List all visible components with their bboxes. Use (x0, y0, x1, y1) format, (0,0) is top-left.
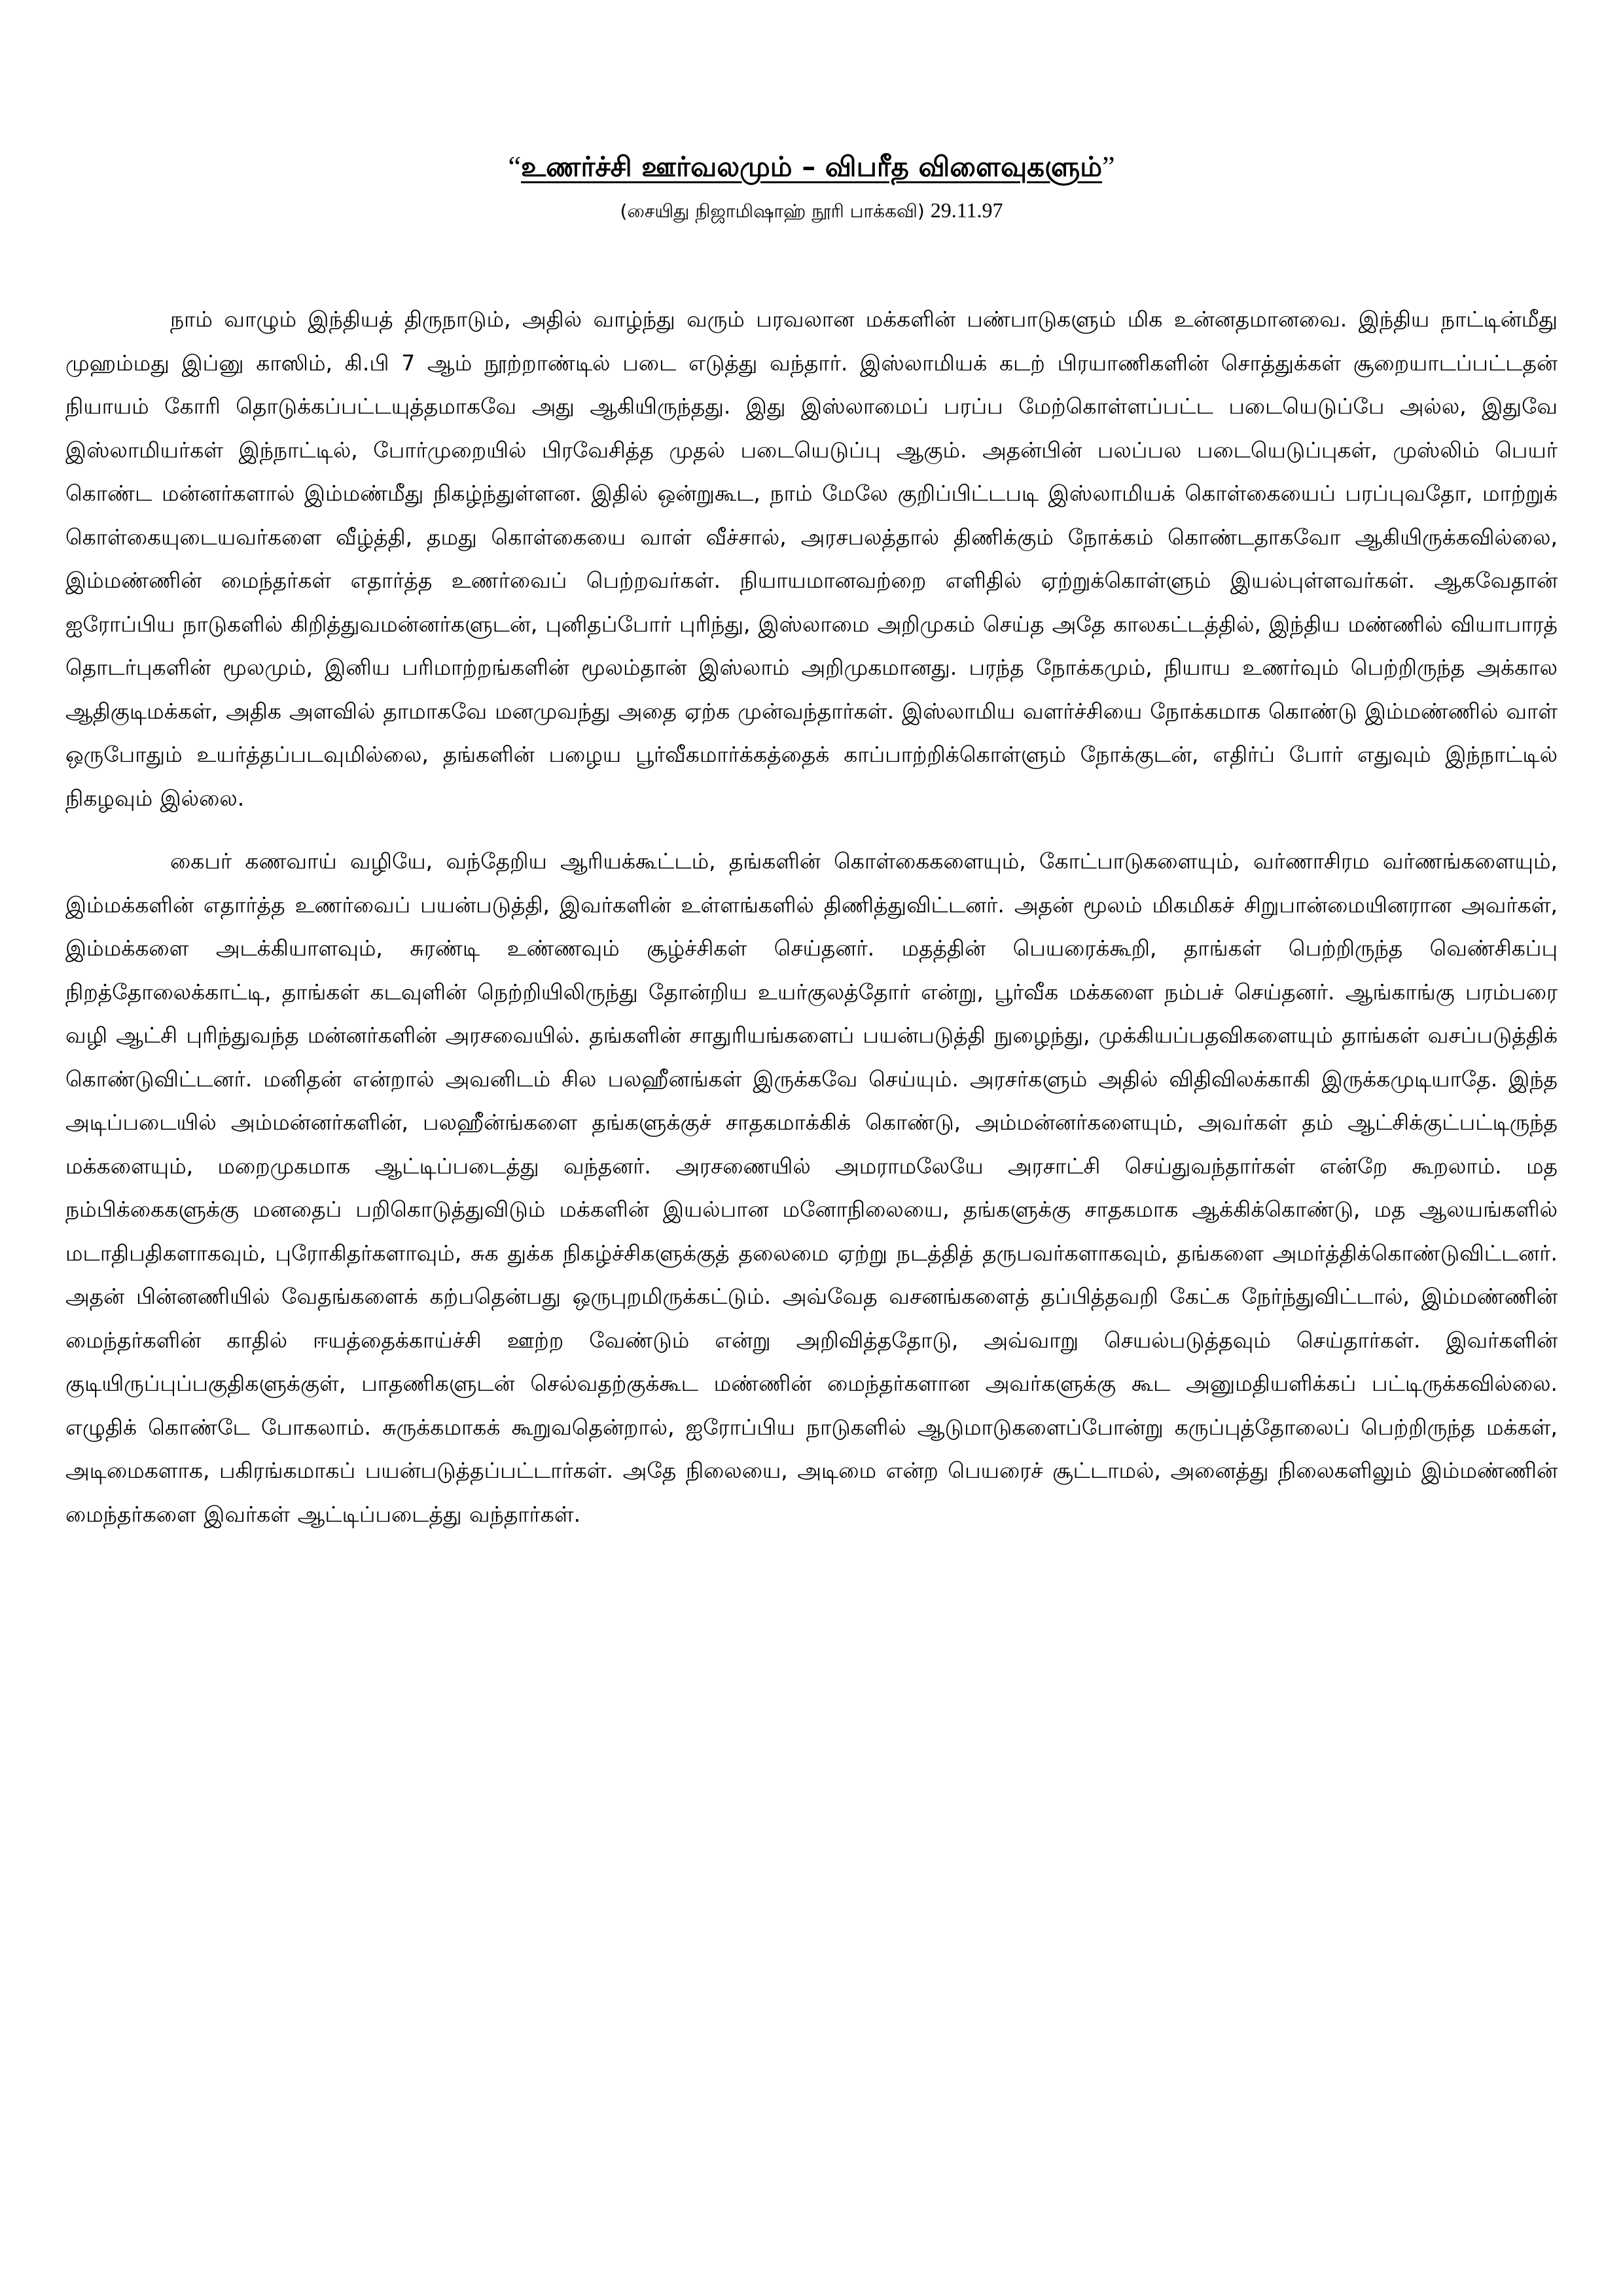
document-title: உணர்ச்சி ஊர்வலமும் – விபரீத விளைவுகளும் (521, 151, 1102, 183)
author-name: (சையிது நிஜாமிஷாஹ் நூரி பாக்கவி) (620, 200, 925, 222)
title-close-quote: ” (1102, 151, 1115, 183)
document-header (65, 147, 1558, 226)
title-open-quote: “ (508, 151, 521, 183)
paragraph-1: நாம் வாழும் இந்தியத் திருநாடும், அதில் வாழ்ந்து வரும் பரவலான மக்களின் பண்பாடுகளும் மிக உன்னதமானவை. இந்திய நாட்டின்மீது முஹம்மது இப்னு காஸிம், கி.பி 7 ஆம் நூற்றாண்டில் படை எடுத்து வந்தார். இஸ்லாமியக் கடற் பிரயாணிகளின் சொத்துக்கள் சூறையாடப்பட்டதன் நியாயம் கோரி தொடுக்கப்பட்டயுத்தமாகவே அது ஆகியிருந்தது. இது இஸ்லாமைப் பரப்ப மேற்கொள்ளப்பட்ட படையெடுப்பே அல்ல, இதுவே இஸ்லாமியர்கள் இந்நாட்டில், போர்முறையில் பிரவேசித்த முதல் படையெடுப்பு ஆகும். அதன்பின் பலப்பல படையெடுப்புகள், முஸ்லிம் பெயர் கொண்ட மன்னர்களால் இம்மண்மீது நிகழ்ந்துள்ளன. இதில் ஒன்றுகூட, நாம் மேலே குறிப்பிட்டபடி இஸ்லாமியக் கொள்கையைப் பரப்புவதோ, மாற்றுக் கொள்கையுடையவர்களை வீழ்த்தி, தமது கொள்கையை வாள் வீச்சால், அரசபலத்தால் திணிக்கும் நோக்கம் கொண்டதாகவோ ஆகியிருக்கவில்லை, இம்மண்ணின் மைந்தர்கள் எதார்த்த உணர்வைப் பெற்றவர்கள். நியாயமானவற்றை எளிதில் ஏற்றுக்கொள்ளும் இயல்புள்ளவர்கள். ஆகவேதான் ஐரோப்பிய நாடுகளில் கிறித்துவமன்னர்களுடன், புனிதப்போர் புரிந்து, இஸ்லாமை அறிமுகம் செய்த அதே காலகட்டத்தில், இந்திய மண்ணில் வியாபாரத் தொடர்புகளின் மூலமும், இனிய பரிமாற்றங்களின் மூலம்தான் இஸ்லாம் அறிமுகமானது. பரந்த நோக்கமும், நியாய உணர்வும் பெற்றிருந்த அக்கால ஆதிகுடிமக்கள், அதிக அளவில் தாமாகவே மனமுவந்து அதை ஏற்க முன்வந்தார்கள். இஸ்லாமிய வளர்ச்சியை நோக்கமாக கொண்டு இம்மண்ணில் வாள் ஒருபோதும் உயர்த்தப்படவுமில்லை, தங்களின் பழைய பூர்வீகமார்க்கத்தைக் காப்பாற்றிக்கொள்ளும் நோக்குடன், எதிர்ப் போர் எதுவும் இந்நாட்டில் நிகழவும் இல்லை. (65, 306, 1558, 811)
paragraph-2: கைபர் கணவாய் வழியே, வந்தேறிய ஆரியக்கூட்டம், தங்களின் கொள்கைகளையும், கோட்பாடுகளையும், வர்ணாசிரம வர்ணங்களையும், இம்மக்களின் எதார்த்த உணர்வைப் பயன்படுத்தி, இவர்களின் உள்ளங்களில் திணித்துவிட்டனர். அதன் மூலம் மிகமிகச் சிறுபான்மையினரான அவர்கள், இம்மக்களை அடக்கியாளவும், சுரண்டி உண்ணவும் சூழ்ச்சிகள் செய்தனர். மதத்தின் பெயரைக்கூறி, தாங்கள் பெற்றிருந்த வெண்சிகப்பு நிறத்தோலைக்காட்டி, தாங்கள் கடவுளின் நெற்றியிலிருந்து தோன்றிய உயர்குலத்தோர் என்று, பூர்வீக மக்களை நம்பச் செய்தனர். ஆங்காங்கு பரம்பரை வழி ஆட்சி புரிந்துவந்த மன்னர்களின் அரசவையில். தங்களின் சாதுரியங்களைப் பயன்படுத்தி நுழைந்து, முக்கியப்பதவிகளையும் தாங்கள் வசப்படுத்திக் கொண்டுவிட்டனர். மனிதன் என்றால் அவனிடம் சில பலஹீனங்கள் இருக்கவே செய்யும். அரசர்களும் அதில் விதிவிலக்காகி இருக்கமுடியாதே. இந்த அடிப்படையில் அம்மன்னர்களின், பலஹீன்ங்களை தங்களுக்குச் சாதகமாக்கிக் கொண்டு, அம்மன்னர்களையும், அவர்கள் தம் ஆட்சிக்குட்பட்டிருந்த மக்களையும், மறைமுகமாக ஆட்டிப்படைத்து வந்தனர். அரசணையில் அமராமலேயே அரசாட்சி செய்துவந்தார்கள் என்றே கூறலாம். மத நம்பிக்கைகளுக்கு மனதைப் பறிகொடுத்துவிடும் மக்களின் இயல்பான மனோநிலையை, தங்களுக்கு சாதகமாக ஆக்கிக்கொண்டு, மத ஆலயங்களில் மடாதிபதிகளாகவும், புரோகிதர்களாவும், சுக துக்க நிகழ்ச்சிகளுக்குத் தலைமை ஏற்று நடத்தித் தருபவர்களாகவும், தங்களை அமர்த்திக்கொண்டுவிட்டனர். அதன் பின்னணியில் வேதங்களைக் கற்பதென்பது ஒருபுறமிருக்கட்டும். அவ்வேத வசனங்களைத் தப்பித்தவறி கேட்க நேர்ந்துவிட்டால், இம்மண்ணின் மைந்தர்களின் காதில் ஈயத்தைக்காய்ச்சி ஊற்ற வேண்டும் என்று அறிவித்ததோடு, அவ்வாறு செயல்படுத்தவும் செய்தார்கள். இவர்களின் குடியிருப்புப்பகுதிகளுக்குள், பாதணிகளுடன் செல்வதற்குக்கூட மண்ணின் மைந்தர்களான அவர்களுக்கு கூட அனுமதியளிக்கப் பட்டிருக்கவில்லை. எழுதிக் கொண்டே போகலாம். சுருக்கமாகக் கூறுவதென்றால், ஐரோப்பிய நாடுகளில் ஆடுமாடுகளைப்போன்று கருப்புத்தோலைப் பெற்றிருந்த மக்கள், அடிமைகளாக, பகிரங்கமாகப் பயன்படுத்தப்பட்டார்கள். அதே நிலையை, அடிமை என்ற பெயரைச் சூட்டாமல், அனைத்து நிலைகளிலும் இம்மண்ணின் மைந்தர்களை இவர்கள் ஆட்டிப்படைத்து வந்தார்கள். (65, 848, 1558, 1527)
document-title-line (65, 147, 1558, 187)
document-date: 29.11.97 (930, 198, 1003, 222)
byline (65, 196, 1558, 226)
document-body (65, 298, 1558, 1536)
